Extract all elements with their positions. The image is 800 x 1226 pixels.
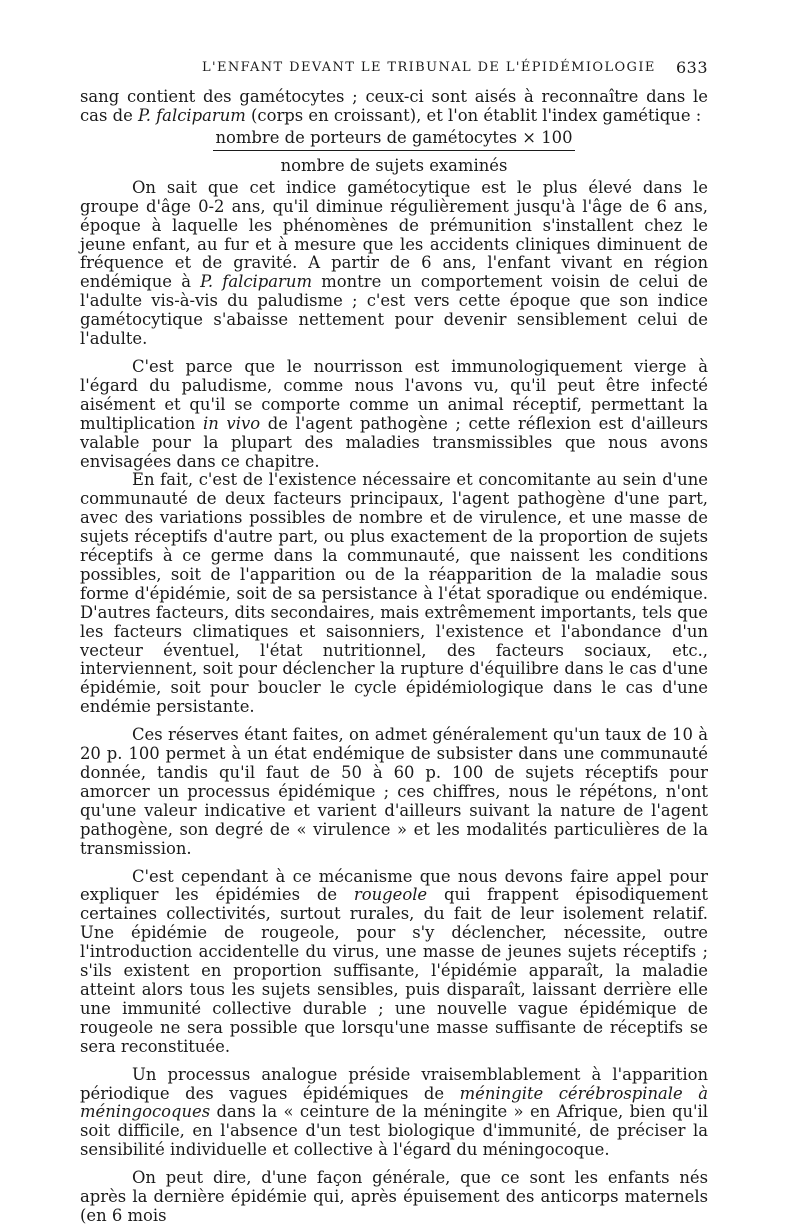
- paragraph-infant-receptive: C'est parce que le nourrisson est immunologiquement vierge à l'égard du paludisme, comme nous l'avons vu, qu'il peut être infecté aisément et qu'il se comporte comme un animal réceptif, permettant la multiplication in vivo de l'agent pathogène ; cette réflexion est d'ailleurs valable pour la plupart des maladies transmissibles que nous avons envisagées dans ce chapitre.: [80, 356, 709, 471]
- formula-denominator: nombre de sujets examinés: [280, 155, 508, 175]
- paragraph-age-index: On sait que cet indice gamétocytique est le plus élevé dans le groupe d'âge 0-2 ans, qu'il diminue régulièrement jusqu'à l'âge de 6 ans, époque à laquelle les phénomènes de prémunition s'installent chez le jeune enfant, au fur et à mesure que les accidents cliniques diminuent de fréquence et de gravité. A partir de 6 ans, l'enfant vivant en région endémique à P. falciparum montre un comportement voisin de celui de l'adulte vis-à-vis du paludisme ; c'est vers cette époque que son indice gamétocytique s'abaisse nettement pour devenir sensiblement celui de l'adulte.: [80, 177, 708, 349]
- paragraph-measles: C'est cependant à ce mécanisme que nous devons faire appel pour expliquer les épidémies de rougeole qui frappent épisodiquement certaines collectivités, surtout rurales, du fait de leur isolement relatif. Une épidémie de rougeole, pour s'y déclencher, nécessite, outre l'introduction accidentelle du virus, une masse de jeunes sujets réceptifs ; s'ils existent en proportion suffisante, l'épidémie apparaît, la maladie atteint alors tous les sujets sensibles, puis disparaît, laissant derrière elle une immunité collective durable ; une nouvelle vague épidémique de rougeole ne sera possible que lorsqu'une masse suffisante de réceptifs se sera reconstituée.: [80, 866, 708, 1056]
- paragraph-rates: Ces réserves étant faites, on admet généralement qu'un taux de 10 à 20 p. 100 permet à un état endémique de subsister dans une communauté donnée, tandis qu'il faut de 50 à 60 p. 100 de sujets réceptifs pour amorcer un processus épidémique ; ces chiffres, nous le répétons, n'ont qu'une valeur indicative et varient d'ailleurs suivant la nature de l'agent pathogène, son degré de « virulence » et les modalités particulières de la transmission.: [80, 725, 708, 858]
- gametic-index-formula: [80, 128, 708, 175]
- paragraph-conclusion: On peut dire, d'une façon générale, que ce sont les enfants nés après la dernière épidémie qui, après épuisement des anticorps maternels (en 6 mois: [80, 1168, 708, 1225]
- paragraph-two-factors: En fait, c'est de l'existence nécessaire et concomitante au sein d'une communauté de deux facteurs principaux, l'agent pathogène d'une part, avec des variations possibles de nombre et de virulence, et une masse de sujets réceptifs d'autre part, ou plus exactement de la proportion de sujets réceptifs à ce germe dans la communauté, que naissent les conditions possibles, soit de l'apparition ou de la réapparition de la maladie sous forme d'épidémie, soit de sa persistance à l'état sporadique ou endémique. D'autres facteurs, dits secondaires, mais extrêmement importants, tels que les facteurs climatiques et saisonniers, l'existence et l'abondance d'un vecteur éventuel, l'état nutritionnel, des facteurs sociaux, etc., interviennent, soit pour déclencher la rupture d'équilibre dans le cas d'une épidémie, soit pour boucler le cycle épidémiologique dans le cas d'une endémie persistante.: [80, 470, 708, 717]
- paragraph-meningitis: Un processus analogue préside vraisemblablement à l'apparition périodique des vagues épidémiques de méningite cérébrospinale à méningocoques dans la « ceinture de la méningite » en Afrique, bien qu'il soit difficile, en l'absence d'un test biologique d'immunité, de préciser la sensibilité individuelle et collective à l'égard du méningocoque.: [80, 1064, 708, 1160]
- running-title: L'ENFANT DEVANT LE TRIBUNAL DE L'ÉPIDÉMIOLOGIE: [202, 60, 656, 75]
- running-head: [80, 58, 708, 86]
- page-number: 633: [675, 58, 708, 77]
- formula-numerator: nombre de porteurs de gamétocytes × 100: [213, 128, 574, 151]
- paragraph-gametocyte-index: sang contient des gamétocytes ; ceux-ci sont aisés à reconnaître dans le cas de P. falciparum (corps en croissant), et l'on établit l'index gamétique :: [80, 87, 708, 125]
